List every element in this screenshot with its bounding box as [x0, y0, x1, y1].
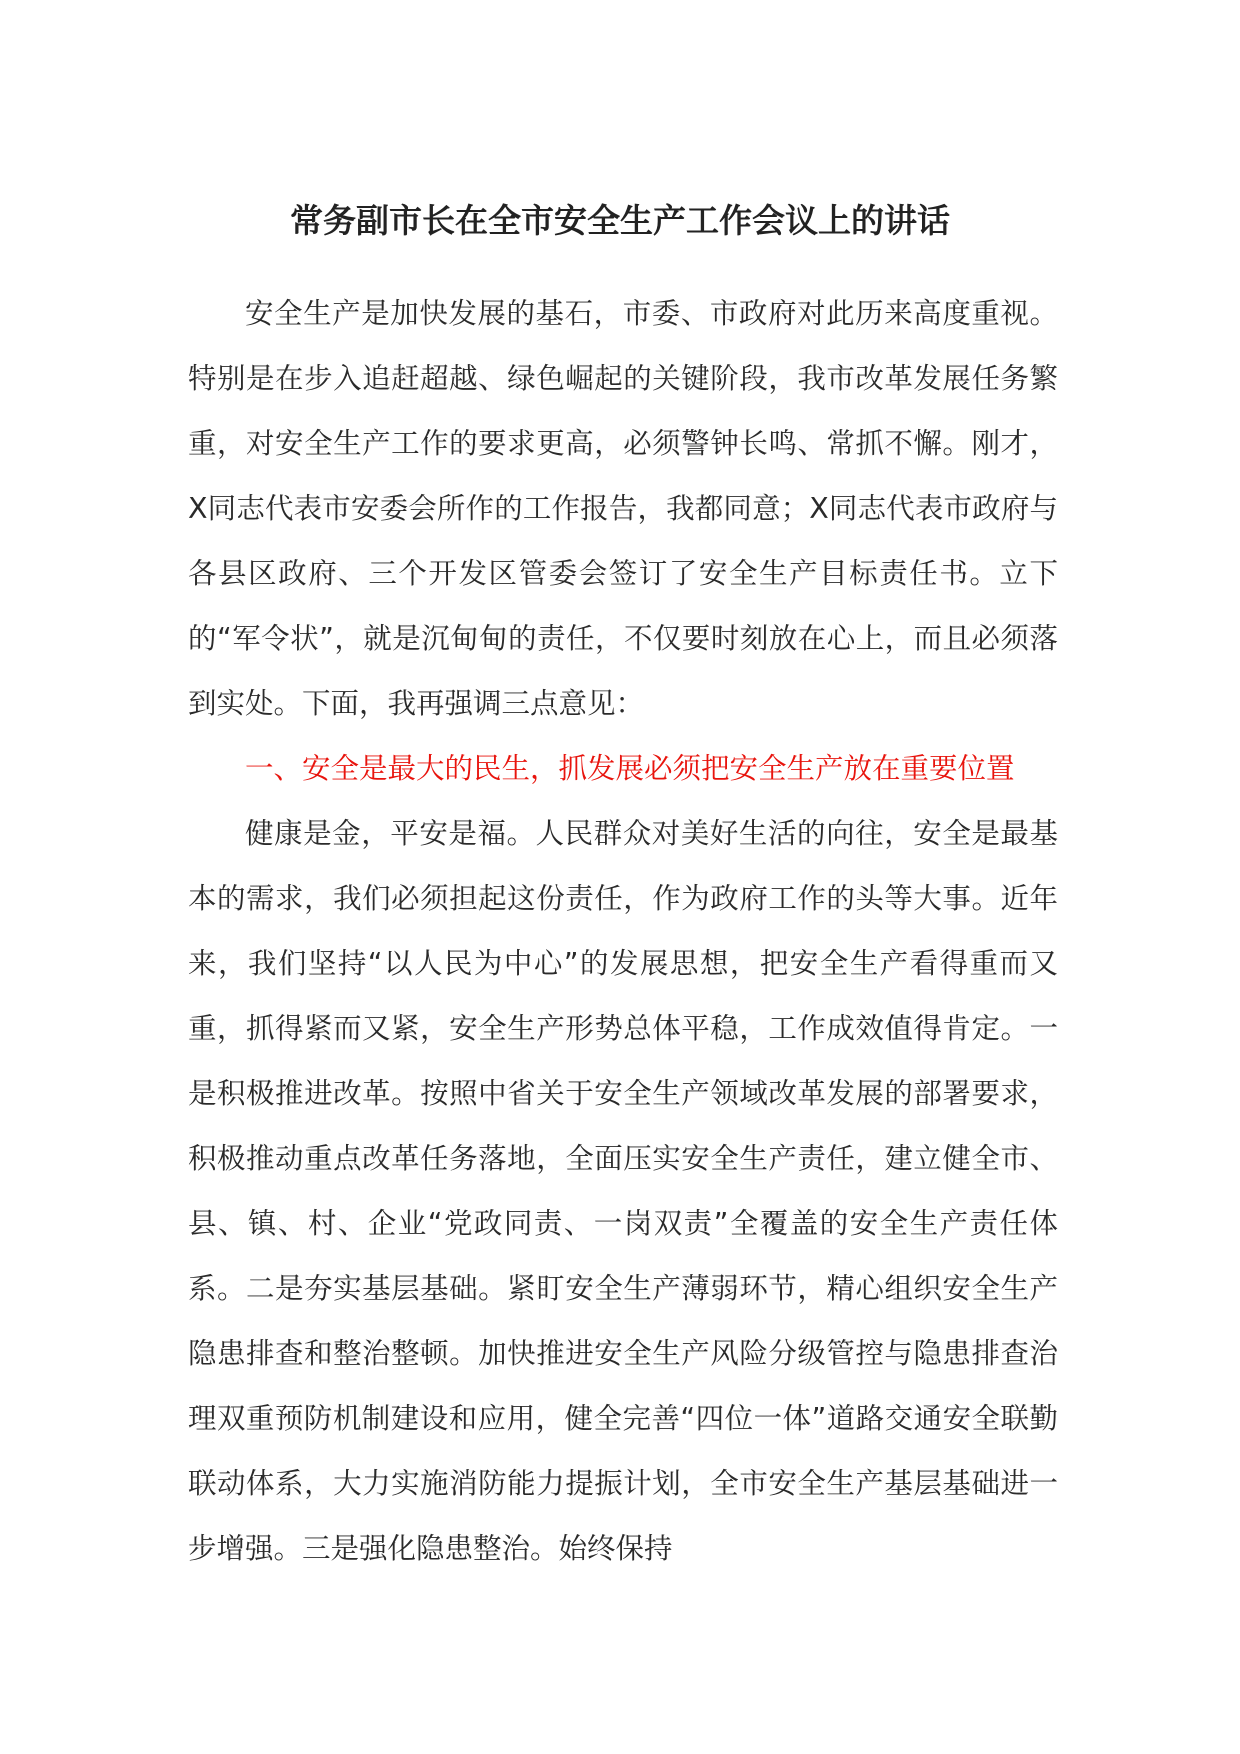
- document-body: [188, 281, 1058, 1581]
- section-heading: 一、安全是最大的民生，抓发展必须把安全生产放在重要位置: [245, 752, 1015, 785]
- document-title: 常务副市长在全市安全生产工作会议上的讲话: [290, 201, 950, 240]
- paragraph-intro: 安全生产是加快发展的基石，市委、市政府对此历来高度重视。特别是在步入追赶超越、绿色崛起的关键阶段，我市改革发展任务繁重，对安全生产工作的要求更高，必须警钟长鸣、常抓不懈。刚才，X同志代表市安委会所作的工作报告，我都同意；X同志代表市政府与各县区政府、三个开发区管委会签订了安全生产目标责任书。立下的“军令状”，就是沉甸甸的责任，不仅要时刻放在心上，而且必须落到实处。下面，我再强调三点意见：: [188, 297, 1058, 720]
- paragraph-section-1: 健康是金，平安是福。人民群众对美好生活的向往，安全是最基本的需求，我们必须担起这份责任，作为政府工作的头等大事。近年来，我们坚持“以人民为中心”的发展思想，把安全生产看得重而又重，抓得紧而又紧，安全生产形势总体平稳，工作成效值得肯定。一是积极推进改革。按照中省关于安全生产领域改革发展的部署要求，积极推动重点改革任务落地，全面压实安全生产责任，建立健全市、县、镇、村、企业“党政同责、一岗双责”全覆盖的安全生产责任体系。二是夯实基层基础。紧盯安全生产薄弱环节，精心组织安全生产隐患排查和整治整顿。加快推进安全生产风险分级管控与隐患排查治理双重预防机制建设和应用，健全完善“四位一体”道路交通安全联勤联动体系，大力实施消防能力提振计划，全市安全生产基层基础进一步增强。三是强化隐患整治。始终保持: [188, 817, 1058, 1565]
